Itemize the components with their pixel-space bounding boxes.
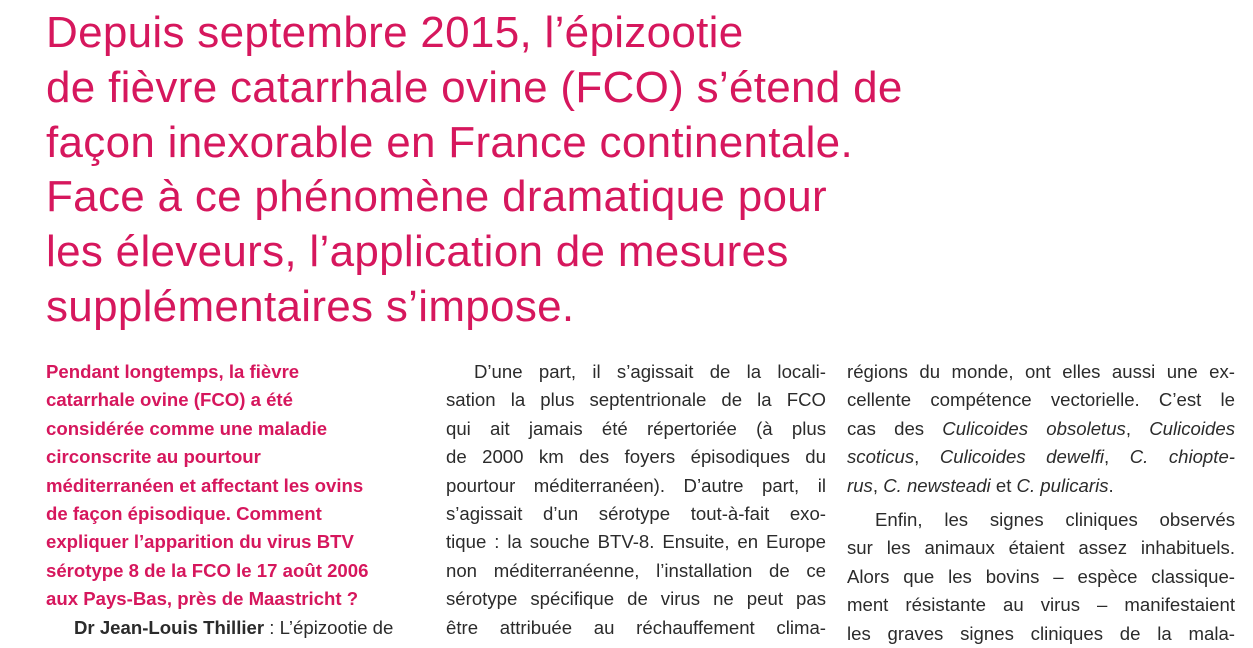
body-line: régions du monde, ont elles aussi une ex-: [847, 361, 1235, 382]
headline-line: Depuis septembre 2015, l’épizootie: [46, 8, 744, 57]
species-name: C. newsteadi: [883, 474, 991, 496]
body-line: tique : la souche BTV-8. Ensuite, en Europe: [446, 531, 826, 553]
headline-line: les éleveurs, l’application de mesures: [46, 227, 789, 277]
intro-line: Pendant longtemps, la fièvre: [46, 361, 300, 382]
text-run: et: [990, 474, 1017, 496]
species-name: Culicoides: [1149, 417, 1235, 439]
author-name: Dr Jean-Louis Thillier: [74, 616, 265, 638]
body-line: être attribuée au réchauffement clima-: [446, 616, 826, 638]
body-line: [847, 472, 1235, 500]
headline-line: de fièvre catarrhale ovine (FCO) s’étend de: [46, 62, 903, 112]
intro-line: considérée comme une maladie: [46, 417, 328, 439]
text-run: cas des: [847, 417, 943, 439]
body-line: de 2000 km des foyers épisodiques du: [446, 446, 826, 468]
body-line: ment résistante au virus – manifestaient: [847, 594, 1235, 616]
column-1: [46, 358, 406, 642]
intro-line: méditerranéen et affectant les ovins: [46, 474, 364, 496]
body-line: les graves signes cliniques de la mala-: [847, 622, 1235, 644]
text-run: .: [1108, 474, 1114, 496]
body-line: sur les animaux étaient assez inhabituels.: [847, 537, 1235, 559]
headline-line: Face à ce phénomène dramatique pour: [46, 172, 827, 222]
intro-line: sérotype 8 de la FCO le 17 août 2006: [46, 559, 369, 581]
intro-line: expliquer l’apparition du virus BTV: [46, 531, 354, 553]
text-run: ,: [914, 446, 940, 468]
column-3: [847, 358, 1235, 648]
body-line: s’agissait d’un sérotype tout-à-fait exo-: [446, 503, 826, 525]
text-run: ,: [1125, 417, 1150, 439]
species-name: C. chiopte-: [1129, 446, 1235, 468]
body-line: D’une part, il s’agissait de la locali-: [474, 361, 826, 382]
column-2: [446, 358, 826, 642]
headline: [46, 6, 1236, 335]
intro-line: de façon épisodique. Comment: [46, 503, 322, 525]
answer-text: : L’épizootie de: [264, 616, 394, 638]
body-line: pourtour méditerranéen). D’autre part, il: [446, 474, 826, 496]
species-name: rus: [847, 474, 873, 496]
body-line: non méditerranéenne, l’installation de ce: [446, 559, 826, 581]
answer-line: [46, 614, 406, 642]
body-line: [847, 443, 1235, 471]
text-run: ,: [1104, 446, 1130, 468]
headline-line: supplémentaires s’impose.: [46, 281, 575, 331]
body-line: sérotype spécifique de virus ne peut pas: [446, 588, 826, 610]
headline-line: façon inexorable en France continentale.: [46, 117, 853, 167]
body-line: sation la plus septentrionale de la FCO: [446, 389, 826, 411]
body-line: Alors que les bovins – espèce classique-: [847, 565, 1235, 587]
body-line: qui ait jamais été répertoriée (à plus: [446, 417, 826, 439]
species-name: C. pulicaris: [1016, 474, 1109, 496]
species-name: Culicoides dewelfi: [939, 446, 1105, 468]
species-name: Culicoides obsoletus: [942, 417, 1126, 439]
text-run: ,: [872, 474, 884, 496]
intro-line: aux Pays-Bas, près de Maastricht ?: [46, 588, 359, 610]
body-line: cellente compétence vectorielle. C’est le: [847, 389, 1235, 411]
intro-line: circonscrite au pourtour: [46, 446, 261, 468]
intro-line: catarrhale ovine (FCO) a été: [46, 389, 293, 411]
species-name: scoticus: [847, 446, 915, 468]
body-line: Enfin, les signes cliniques observés: [875, 509, 1235, 531]
body-line: [847, 415, 1235, 443]
